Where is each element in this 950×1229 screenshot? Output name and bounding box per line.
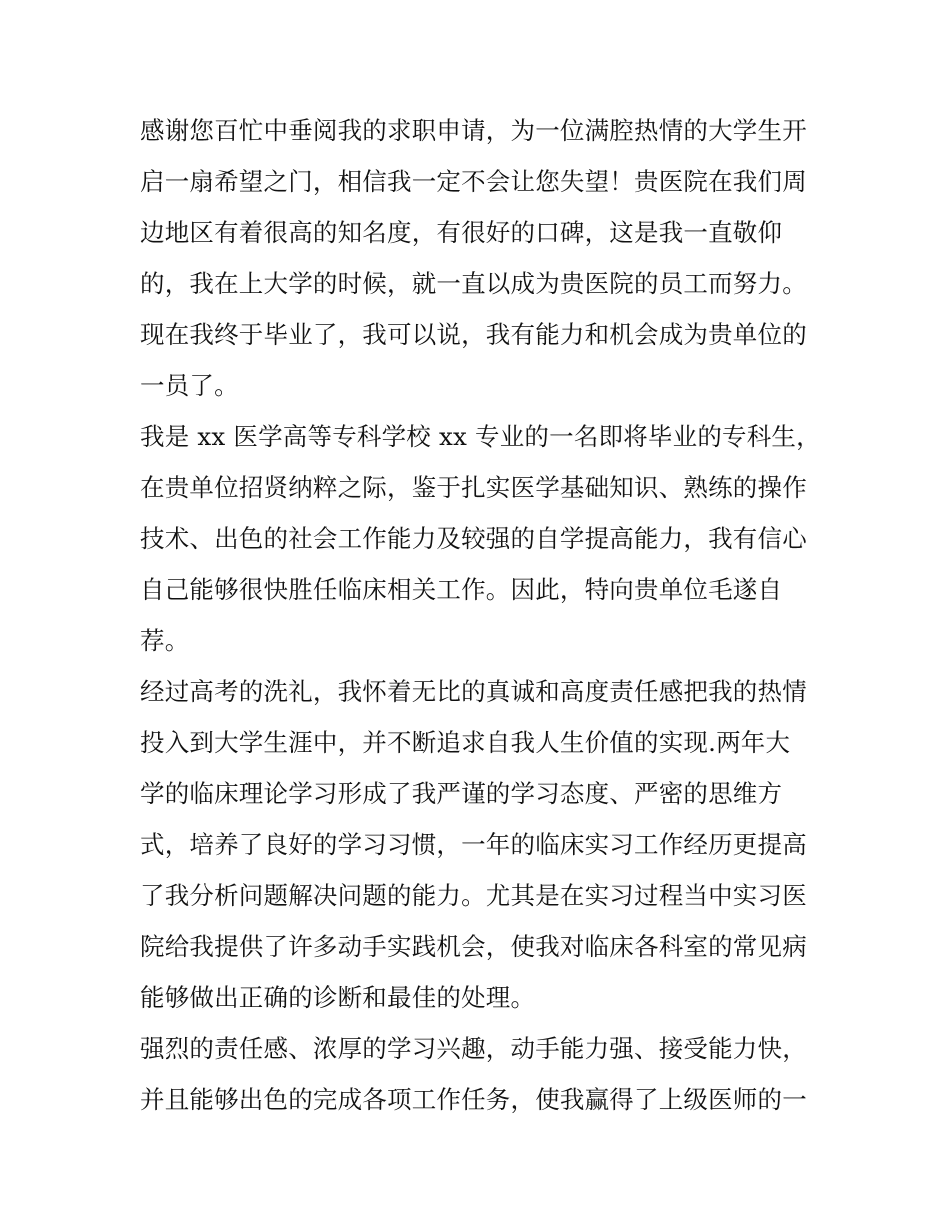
text-line: 我是 xx 医学高等专科学校 xx 专业的一名即将毕业的专科生， (140, 422, 821, 451)
text-line: 自己能够很快胜任临床相关工作。因此，特向贵单位毛遂自 (140, 575, 783, 604)
text-line: 现在我终于毕业了，我可以说，我有能力和机会成为贵单位的 (140, 320, 807, 349)
text-line: 启一扇希望之门，相信我一定不会让您失望！贵医院在我们周 (140, 167, 807, 196)
text-line: 学的临床理论学习形成了我严谨的学习态度、严密的思维方 (140, 779, 783, 808)
text-line: 投入到大学生涯中，并不断追求自我人生价值的实现.两年大 (140, 728, 791, 757)
text-line: 荐。 (140, 626, 190, 655)
text-line: 能够做出正确的诊断和最佳的处理。 (140, 983, 536, 1012)
text-line: 了我分析问题解决问题的能力。尤其是在实习过程当中实习医 (140, 881, 807, 910)
text-line: 并且能够出色的完成各项工作任务，使我赢得了上级医师的一 (140, 1085, 807, 1114)
text-line: 的，我在上大学的时候，就一直以成为贵医院的员工而努力。 (140, 269, 807, 298)
text-line: 在贵单位招贤纳粹之际，鉴于扎实医学基础知识、熟练的操作 (140, 473, 807, 502)
text-line: 技术、出色的社会工作能力及较强的自学提高能力，我有信心 (140, 524, 807, 553)
text-line: 强烈的责任感、浓厚的学习兴趣，动手能力强、接受能力快， (140, 1034, 807, 1063)
letter-body (140, 105, 820, 1125)
text-line: 感谢您百忙中垂阅我的求职申请，为一位满腔热情的大学生开 (140, 116, 807, 145)
text-line: 一员了。 (140, 371, 239, 400)
text-line: 边地区有着很高的知名度，有很好的口碑，这是我一直敬仰 (140, 218, 783, 247)
text-line: 式，培养了良好的学习习惯，一年的临床实习工作经历更提高 (140, 830, 807, 859)
text-line: 经过高考的洗礼，我怀着无比的真诚和高度责任感把我的热情 (140, 677, 807, 706)
text-line: 院给我提供了许多动手实践机会，使我对临床各科室的常见病 (140, 932, 807, 961)
